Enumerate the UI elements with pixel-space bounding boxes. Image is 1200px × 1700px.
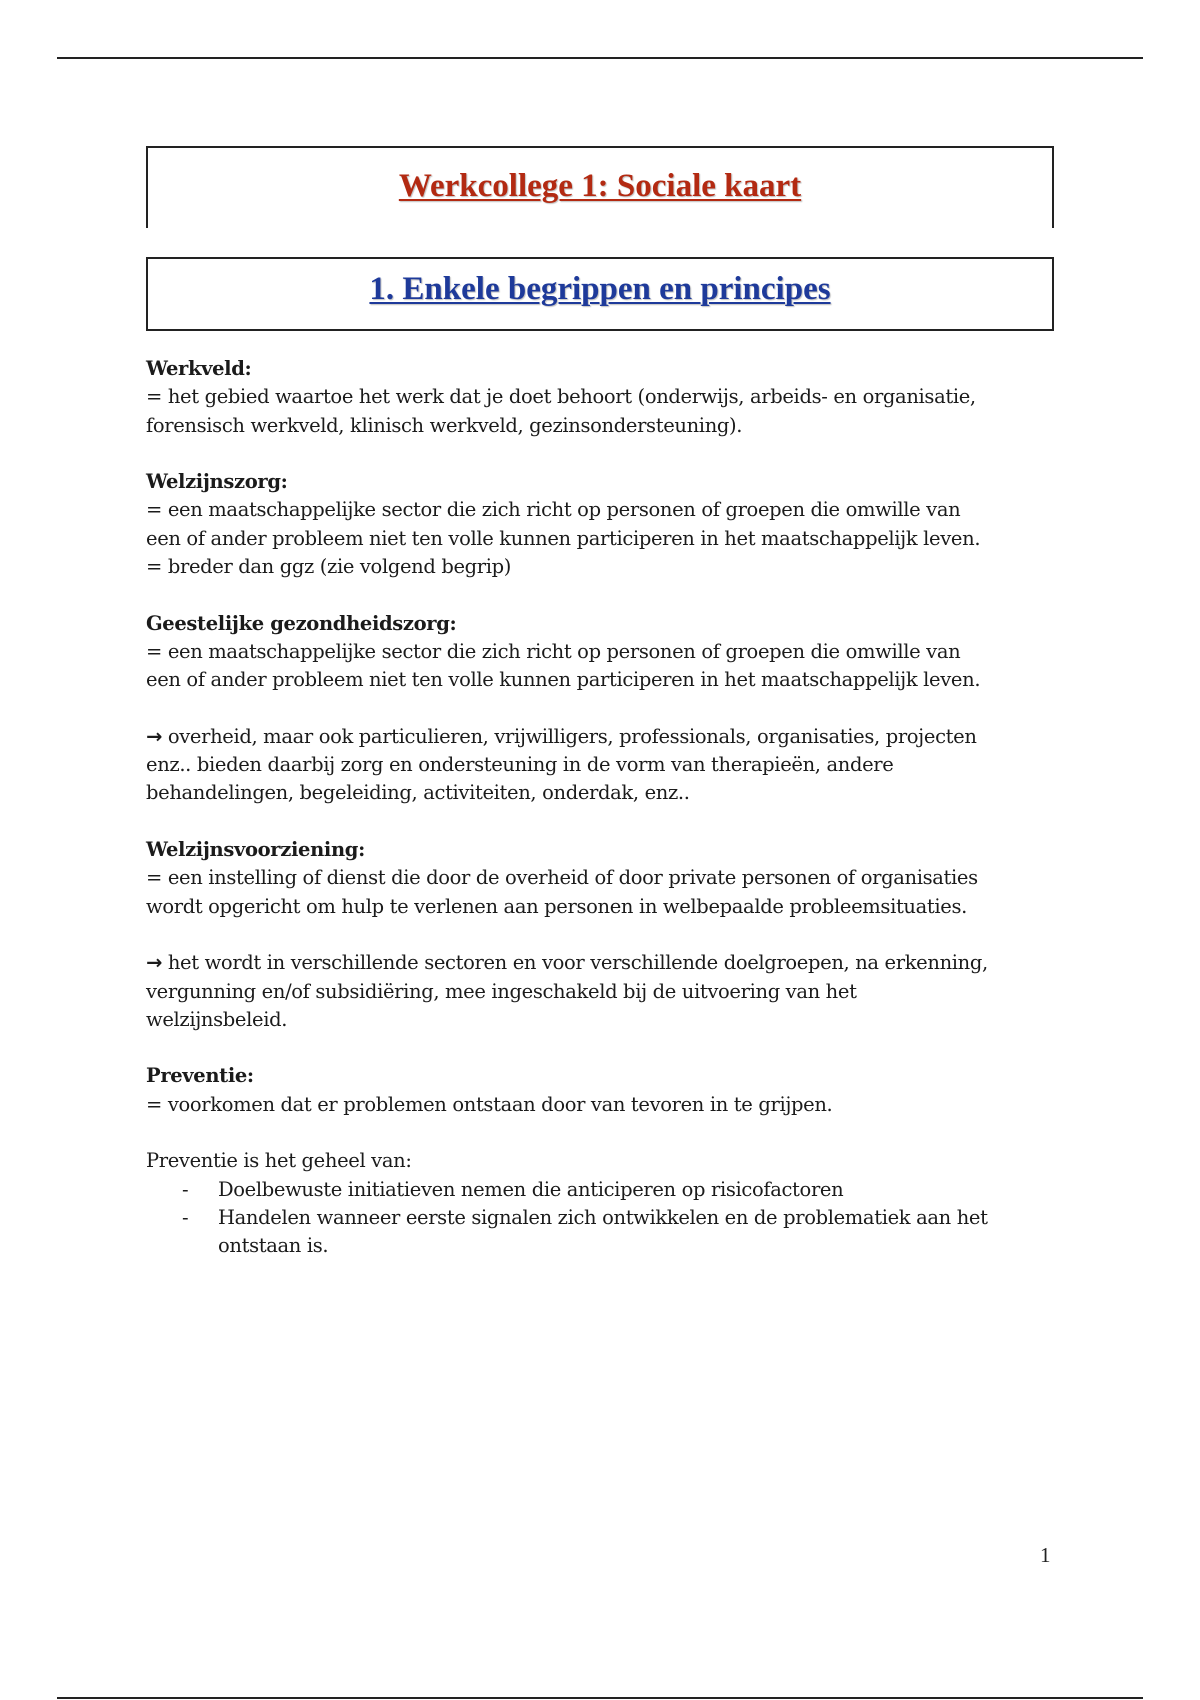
arrow-right-icon: → [146, 724, 162, 748]
list-item-text: Doelbewuste initiatieven nemen die anticiperen op risicofactoren [218, 1177, 844, 1201]
note-line: behandelingen, begeleiding, activiteiten, onderdak, enz.. [146, 781, 690, 805]
term-werkveld [146, 355, 1066, 440]
document-body [146, 355, 1066, 1261]
term-preventie [146, 1062, 1066, 1260]
definition-line: = een maatschappelijke sector die zich richt op personen of groepen die omwille van [146, 639, 961, 663]
definition-line: een of ander probleem niet ten volle kunnen participeren in het maatschappelijk leven. [146, 526, 981, 550]
definition-line: een of ander probleem niet ten volle kunnen participeren in het maatschappelijk leven. [146, 668, 981, 692]
term-geestelijke-gezondheidszorg [146, 610, 1066, 808]
definition-line: = breder dan ggz (zie volgend begrip) [146, 555, 512, 579]
definition-line: = het gebied waartoe het werk dat je doet behoort (onderwijs, arbeids- en organisatie, [146, 385, 976, 409]
term-label: Geestelijke gezondheidszorg: [146, 611, 457, 635]
preventie-list [146, 1176, 1066, 1261]
definition-line: wordt opgericht om hulp te verlenen aan personen in welbepaalde probleemsituaties. [146, 894, 967, 918]
term-label: Welzijnsvoorziening: [146, 838, 365, 862]
list-item [146, 1204, 1066, 1261]
definition-line: = een instelling of dienst die door de overheid of door private personen of organisaties [146, 866, 978, 890]
dash-bullet-icon: - [182, 1205, 189, 1229]
page-number: 1 [1040, 1543, 1051, 1567]
term-label: Werkveld: [146, 357, 252, 380]
document-title: Werkcollege 1: Sociale kaart [398, 168, 802, 204]
term-welzijnszorg [146, 468, 1066, 581]
term-welzijnsvoorziening [146, 836, 1066, 1034]
note-line: vergunning en/of subsidiëring, mee ingeschakeld bij de uitvoering van het [146, 979, 857, 1003]
term-label: Preventie: [146, 1064, 254, 1088]
section-box [146, 257, 1054, 331]
list-item [146, 1176, 1066, 1204]
note-text: het wordt in verschillende sectoren en voor verschillende doelgroepen, na erkenning, [162, 951, 988, 975]
term-label: Welzijnszorg: [146, 470, 288, 494]
note-line: enz.. bieden daarbij zorg en ondersteuning in de vorm van therapieën, andere [146, 753, 894, 777]
list-item-text: Handelen wanneer eerste signalen zich ontwikkelen en de problematiek aan het [218, 1205, 988, 1229]
note-line [146, 949, 1066, 977]
note-line [146, 723, 1066, 751]
list-item-text: ontstaan is. [218, 1234, 329, 1258]
header-rule [57, 57, 1143, 59]
note-line: welzijnsbeleid. [146, 1007, 288, 1031]
definition-line: = voorkomen dat er problemen ontstaan door van tevoren in te grijpen. [146, 1092, 833, 1116]
arrow-right-icon: → [146, 951, 162, 975]
section-title: 1. Enkele begrippen en principes [369, 271, 831, 307]
note-text: overheid, maar ook particulieren, vrijwilligers, professionals, organisaties, projecten [162, 724, 977, 748]
title-box [146, 146, 1054, 228]
definition-line: forensisch werkveld, klinisch werkveld, gezinsondersteuning). [146, 413, 743, 437]
list-intro: Preventie is het geheel van: [146, 1149, 412, 1173]
footer-rule [57, 1697, 1143, 1699]
dash-bullet-icon: - [182, 1177, 189, 1201]
definition-line: = een maatschappelijke sector die zich richt op personen of groepen die omwille van [146, 498, 961, 522]
